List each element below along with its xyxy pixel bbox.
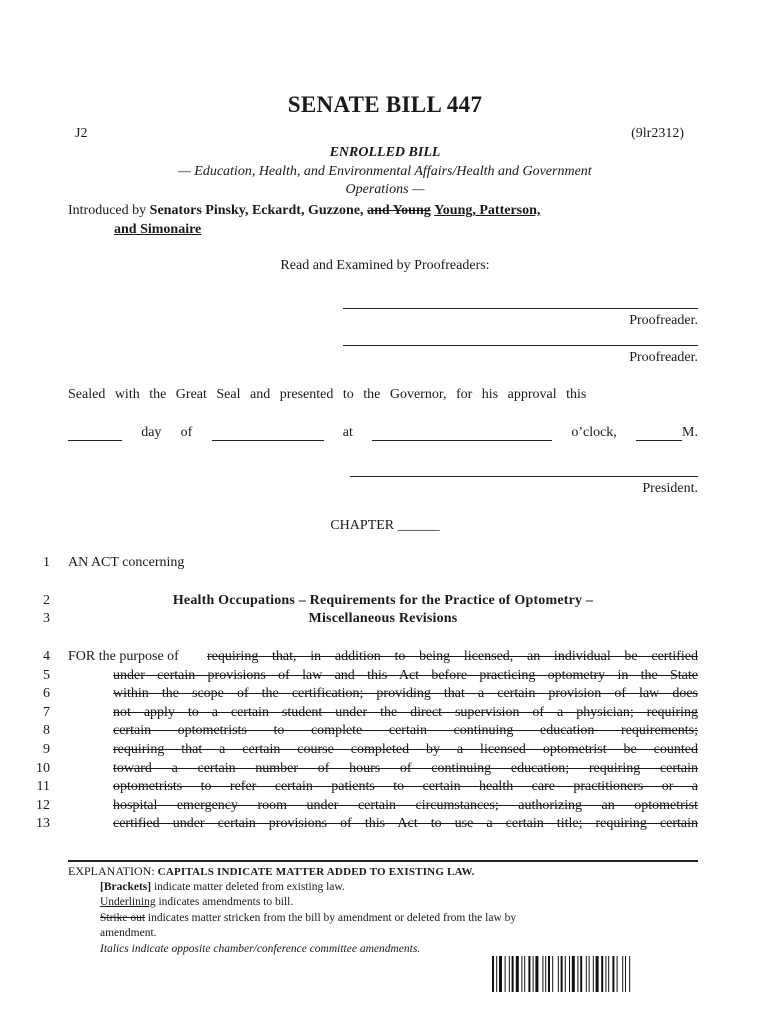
day-label: day [141, 425, 162, 440]
legend-brackets [100, 880, 345, 895]
struck-text-line: optometrists to refer certain patients to certain health care practitioners or a [113, 779, 698, 794]
president-label: President. [642, 481, 698, 496]
barcode-bar [533, 956, 534, 992]
struck-text-line: hospital emergency room under certain circumstances; authorizing an optometrist [113, 798, 698, 813]
struck-text-line: certified under certain provisions of this Act to use a certain title; requiring certain [113, 816, 698, 831]
explanation-label: EXPLANATION: [68, 864, 155, 878]
legend-underlining [100, 895, 293, 910]
struck-text-line: within the scope of the certification; providing that a certain provision of law does [113, 686, 698, 701]
brackets-mark: [Brackets] [100, 881, 152, 893]
committee-line-1: — Education, Health, and Environmental Affairs/Health and Government [178, 164, 592, 179]
barcode-bar [535, 956, 538, 992]
line-number: 11 [36, 779, 50, 794]
barcode-bar [572, 956, 575, 992]
strike-text: indicates matter stricken from the bill by amendment or deleted from the law by [147, 912, 517, 924]
struck-text-line: not apply to a certain student under the direct supervision of a physician; requiring [113, 705, 698, 720]
act-concerning: AN ACT concerning [68, 555, 185, 570]
barcode-bar [577, 956, 578, 992]
proofreader-label-2: Proofreader. [629, 350, 698, 365]
underlining-text: indicates amendments to bill. [158, 896, 294, 908]
day-blank [68, 426, 122, 441]
line-number: 8 [43, 723, 50, 738]
barcode-bar [524, 956, 525, 992]
barcode-bar [558, 956, 559, 992]
barcode-bar [612, 956, 614, 992]
barcode-bar [542, 956, 543, 992]
intro-struck-sponsor: and Young [367, 203, 431, 218]
barcode-bar [516, 956, 519, 992]
enrolled-label: ENROLLED BILL [329, 145, 441, 160]
brackets-text: indicate matter deleted from existing law. [153, 881, 345, 893]
proofreader-signature-line-2 [343, 345, 698, 346]
line-number: 5 [43, 668, 50, 683]
explanation-heading [68, 864, 475, 879]
proofreader-label-1: Proofreader. [629, 313, 698, 328]
barcode-bar [569, 956, 570, 992]
barcode-bar [601, 956, 603, 992]
barcode-bar [492, 956, 494, 992]
barcode-bar [505, 956, 506, 992]
committee-line [100, 163, 670, 199]
barcode-bar [580, 956, 582, 992]
subject-line-1: Health Occupations – Requirements for the Practice of Optometry – [172, 593, 594, 608]
intro-added-sponsors-2: and Simonaire [114, 222, 202, 237]
barcode-bar [617, 956, 618, 992]
explanation-caps: CAPITALS INDICATE MATTER ADDED TO EXISTING LAW. [157, 866, 475, 878]
barcode [492, 956, 680, 992]
line-number: 10 [36, 761, 50, 776]
barcode-bar [548, 956, 550, 992]
barcode-bar [625, 956, 626, 992]
barcode-bar [496, 956, 497, 992]
barcode-bar [596, 956, 599, 992]
barcode-bar [608, 956, 609, 992]
intro-prefix: Introduced by [68, 203, 147, 218]
president-signature-line [350, 476, 698, 477]
barcode-bar [586, 956, 587, 992]
struck-text-line: requiring that, in addition to being licensed, an individual be certified [207, 649, 698, 664]
intro-sponsors: Senators Pinsky, Eckardt, Guzzone, [149, 203, 364, 218]
line-number: 1 [43, 555, 50, 570]
introduced-by [68, 201, 698, 239]
barcode-bar [605, 956, 606, 992]
subject-line-2: Miscellaneous Revisions [308, 611, 458, 626]
barcode-bar [589, 956, 590, 992]
legend-italics: Italics indicate opposite chamber/conference committee amendments. [100, 943, 421, 955]
oclock-label: o’clock, [571, 425, 617, 440]
meridiem-label: M. [682, 425, 698, 440]
barcode-bar [512, 956, 514, 992]
line-number: 6 [43, 686, 50, 701]
line-number: 12 [36, 798, 50, 813]
strike-mark: Strike out [100, 912, 146, 924]
struck-text-line: certain optometrists to complete certain continuing education requirements; [113, 723, 698, 738]
struck-text-line: requiring that a certain course completed by a licensed optometrist be counted [113, 742, 698, 757]
line-number: 3 [43, 611, 50, 626]
proofreader-signature-line-1 [343, 308, 698, 309]
footer-rule [68, 860, 698, 862]
barcode-bar [622, 956, 623, 992]
struck-text-line: under certain provisions of law and this Act before practicing optometry in the State [113, 668, 698, 683]
barcode-bar [499, 956, 502, 992]
line-number: 13 [36, 816, 50, 831]
sealed-statement: Sealed with the Great Seal and presented to the Governor, for his approval this [68, 387, 587, 402]
line-number: 4 [43, 649, 50, 664]
purpose-prefix: FOR the purpose of [68, 649, 179, 664]
barcode-bar [565, 956, 566, 992]
barcode-bar [552, 956, 553, 992]
chapter-line: CHAPTER ______ [330, 518, 440, 533]
at-label: at [342, 425, 353, 440]
barcode-bar [561, 956, 563, 992]
line-number: 9 [43, 742, 50, 757]
meridiem-blank [636, 426, 682, 441]
proofread-heading: Read and Examined by Proofreaders: [280, 258, 490, 273]
barcode-bar [593, 956, 594, 992]
barcode-bar [528, 956, 530, 992]
line-number: 7 [43, 705, 50, 720]
bill-title: SENATE BILL 447 [287, 92, 483, 117]
of-label: of [180, 425, 193, 440]
legend-strike [100, 911, 516, 926]
committee-line-2: Operations — [345, 182, 425, 197]
barcode-bar [509, 956, 510, 992]
struck-text-line: toward a certain number of hours of continuing education; requiring certain [113, 761, 698, 776]
barcode-bar [521, 956, 522, 992]
bill-code-right: (9lr2312) [631, 126, 684, 141]
bill-code-left: J2 [75, 126, 88, 141]
barcode-bar [545, 956, 546, 992]
line-number: 2 [43, 593, 50, 608]
date-time-row [68, 425, 698, 441]
underlining-mark: Underlining [100, 896, 156, 908]
time-blank [372, 426, 552, 441]
month-blank [212, 426, 324, 441]
intro-added-sponsors: Young, Patterson, [434, 203, 541, 218]
legend-strike-cont: amendment. [100, 927, 157, 939]
barcode-bar [629, 956, 630, 992]
